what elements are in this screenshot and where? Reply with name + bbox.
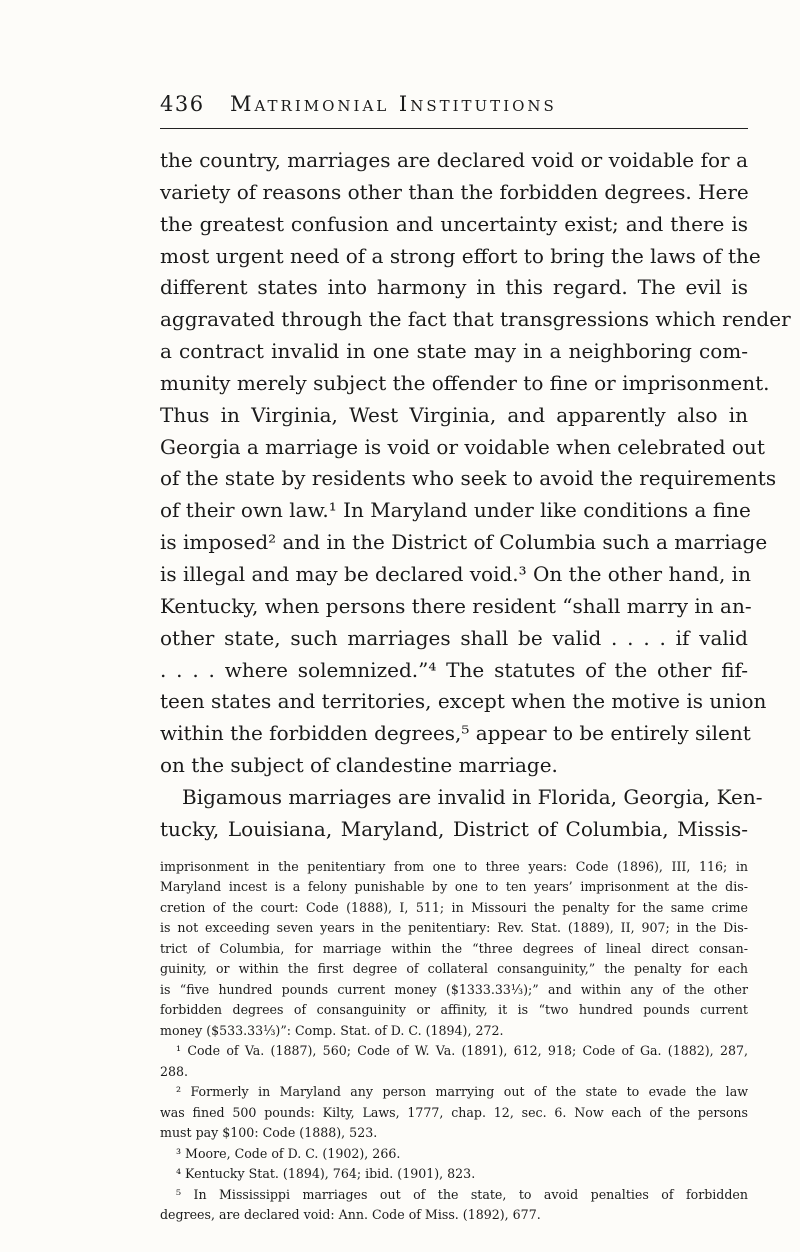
body-line: teen states and territories, except when the motive is union — [160, 689, 767, 714]
footnote-line: was fined 500 pounds: Kilty, Laws, 1777, chap. 12, sec. 6. Now each of the persons — [160, 1104, 748, 1120]
footnote-line: ⁵ In Mississippi marriages out of the state, to avoid penalties of forbidden — [176, 1186, 748, 1202]
footnote-line: must pay $100: Code (1888), 523. — [160, 1125, 378, 1141]
body-line: a contract invalid in one state may in a neighboring com- — [160, 339, 748, 364]
footnote-line: forbidden degrees of consanguinity or affinity, it is “two hundred pounds current — [160, 1002, 748, 1018]
header-rule — [160, 128, 748, 129]
footnote-line: is “five hundred pounds current money ($1333.33⅓);” and within any of the other — [160, 981, 748, 997]
body-line: munity merely subject the offender to fine or imprisonment. — [160, 370, 770, 395]
footnotes — [160, 857, 748, 1226]
body-text — [160, 145, 791, 846]
footnote-line: money ($533.33⅓)”: Comp. Stat. of D. C. (1894), 272. — [160, 1022, 504, 1038]
footnote-line: ⁴ Kentucky Stat. (1894), 764; ibid. (1901), 823. — [176, 1166, 476, 1182]
page — [160, 92, 791, 1226]
footnote-line: 288. — [160, 1063, 189, 1079]
body-line: . . . . where solemnized.”⁴ The statutes of the other fif- — [160, 657, 748, 682]
body-line: Georgia a marriage is void or voidable when celebrated out — [160, 434, 765, 459]
body-line: the country, marriages are declared void or voidable for a — [160, 148, 748, 172]
footnote-line: ¹ Code of Va. (1887), 560; Code of W. Va. (1891), 612, 918; Code of Ga. (1882), 287, — [176, 1043, 748, 1059]
footnote-line: is not exceeding seven years in the penitentiary: Rev. Stat. (1889), II, 907; in the Dis- — [160, 920, 748, 936]
running-header — [160, 92, 748, 116]
body-line: Thus in Virginia, West Virginia, and apparently also in — [160, 402, 748, 427]
page-number: 436 — [160, 92, 205, 116]
footnote-line: ² Formerly in Maryland any person marrying out of the state to evade the law — [176, 1084, 748, 1100]
footnote-line: Maryland incest is a felony punishable by one to ten years’ imprisonment at the dis- — [160, 879, 748, 895]
body-line: the greatest confusion and uncertainty exist; and there is — [160, 211, 748, 236]
body-line: aggravated through the fact that transgressions which render — [160, 307, 791, 332]
body-line: most urgent need of a strong effort to bring the laws of the — [160, 243, 761, 268]
body-line: is imposed² and in the District of Columbia such a marriage — [160, 530, 768, 555]
footnote-line: guinity, or within the first degree of collateral consanguinity,” the penalty for each — [160, 961, 748, 977]
footnote-line: trict of Columbia, for marriage within the “three degrees of lineal direct consan- — [160, 940, 748, 956]
body-line: Kentucky, when persons there resident “shall marry in an- — [160, 593, 752, 618]
body-line: is illegal and may be declared void.³ On the other hand, in — [160, 561, 751, 586]
running-title: Matrimonial Institutions — [230, 92, 557, 116]
body-line: different states into harmony in this regard. The evil is — [160, 275, 748, 300]
footnote-line: cretion of the court: Code (1888), I, 511; in Missouri the penalty for the same crime — [160, 899, 748, 915]
footnote-line: ³ Moore, Code of D. C. (1902), 266. — [176, 1145, 401, 1161]
footnote-line: degrees, are declared void: Ann. Code of Miss. (1892), 677. — [160, 1207, 541, 1223]
body-line: variety of reasons other than the forbidden degrees. Here — [160, 179, 749, 204]
footnote-line: imprisonment in the penitentiary from one to three years: Code (1896), III, 116; in — [160, 858, 748, 874]
body-line: of the state by residents who seek to avoid the requirements — [160, 466, 777, 491]
body-line: Bigamous marriages are invalid in Florida, Georgia, Ken- — [182, 784, 763, 809]
body-line: tucky, Louisiana, Maryland, District of Columbia, Missis- — [160, 816, 748, 841]
body-line: of their own law.¹ In Maryland under like conditions a fine — [160, 498, 751, 523]
body-line: within the forbidden degrees,⁵ appear to be entirely silent — [160, 721, 751, 746]
body-line: on the subject of clandestine marriage. — [160, 753, 558, 778]
body-line: other state, such marriages shall be valid . . . . if valid — [160, 625, 748, 650]
